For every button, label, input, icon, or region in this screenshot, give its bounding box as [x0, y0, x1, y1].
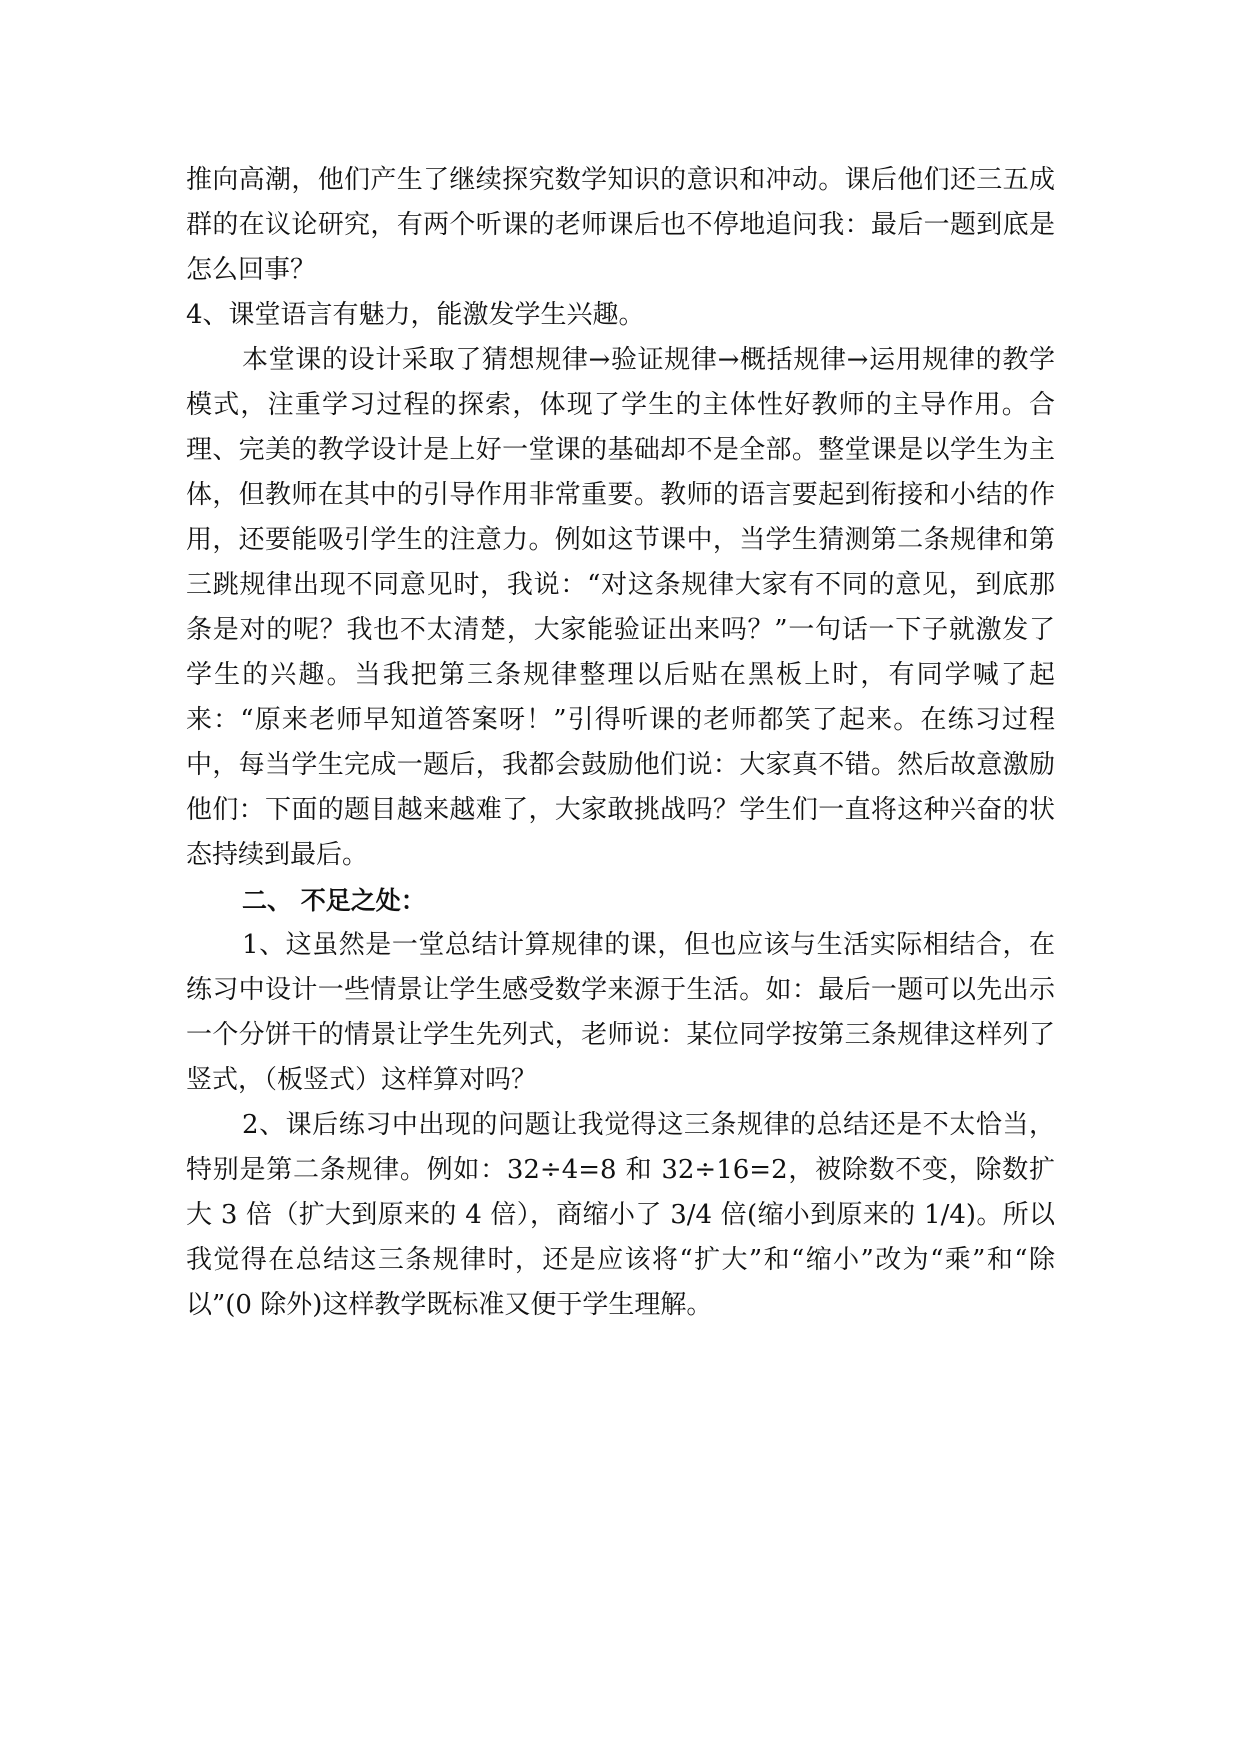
paragraph-shortcoming-2: 2、课后练习中出现的问题让我觉得这三条规律的总结还是不太恰当，特别是第二条规律。例如：32÷4=8 和 32÷16=2，被除数不变，除数扩大 3 倍（扩大到原来的 4 倍），商缩小了 3/4 倍(缩小到原来的 1/4)。所以我觉得在总结这三条规律时，还是应该将“扩大”和“缩小”改为“乘”和“除以”(0 除外)这样教学既标准又便于学生理解。 [186, 1110, 1055, 1320]
document-page [186, 158, 1055, 1328]
paragraph-shortcoming-1: 1、这虽然是一堂总结计算规律的课，但也应该与生活实际相结合，在练习中设计一些情景让学生感受数学来源于生活。如：最后一题可以先出示一个分饼干的情景让学生先列式，老师说：某位同学按第三条规律这样列了竖式，（板竖式）这样算对吗？ [186, 930, 1055, 1095]
paragraph-point-4-title: 4、课堂语言有魅力，能激发学生兴趣。 [186, 300, 645, 330]
paragraph-classroom-language: 本堂课的设计采取了猜想规律→验证规律→概括规律→运用规律的教学模式，注重学习过程的探索，体现了学生的主体性好教师的主导作用。合理、完美的教学设计是上好一堂课的基础却不是全部。整堂课是以学生为主体，但教师在其中的引导作用非常重要。教师的语言要起到衔接和小结的作用，还要能吸引学生的注意力。例如这节课中，当学生猜测第二条规律和第三跳规律出现不同意见时，我说：“对这条规律大家有不同的意见，到底那条是对的呢？我也不太清楚，大家能验证出来吗？”一句话一下子就激发了学生的兴趣。当我把第三条规律整理以后贴在黑板上时，有同学喊了起来：“原来老师早知道答案呀！”引得听课的老师都笑了起来。在练习过程中，每当学生完成一题后，我都会鼓励他们说：大家真不错。然后故意激励他们：下面的题目越来越难了，大家敢挑战吗？学生们一直将这种兴奋的状态持续到最后。 [186, 345, 1055, 870]
section-heading-shortcomings: 二、 不足之处： [242, 886, 426, 915]
paragraph-continuation: 推向高潮，他们产生了继续探究数学知识的意识和冲动。课后他们还三五成群的在议论研究，有两个听课的老师课后也不停地追问我：最后一题到底是怎么回事？ [186, 165, 1055, 285]
